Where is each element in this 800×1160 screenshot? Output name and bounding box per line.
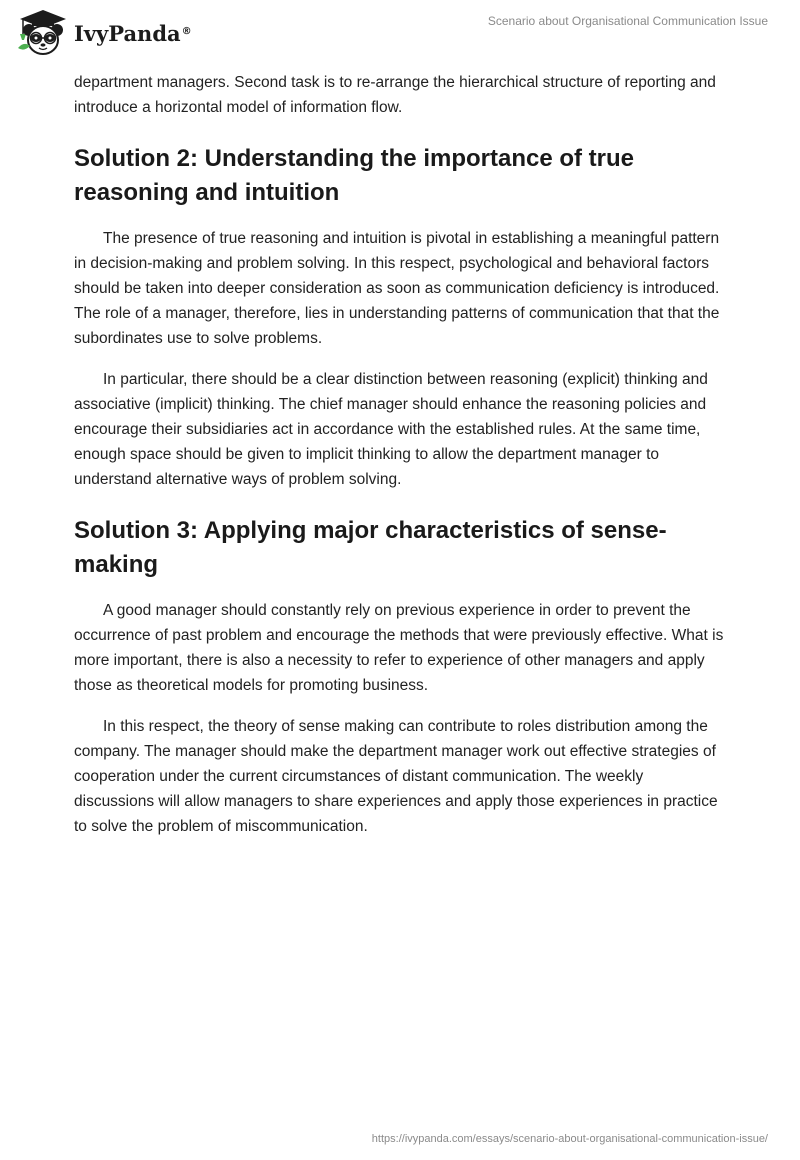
- registered-mark: ®: [181, 25, 192, 37]
- intro-paragraph: department managers. Second task is to re-arrange the hierarchical structure of reporting and introduce a horizontal model of information flow.: [74, 74, 716, 116]
- essay-content: [74, 70, 726, 855]
- page-header: [0, 0, 800, 64]
- solution-2-paragraph-1: The presence of true reasoning and intuition is pivotal in establishing a meaningful pattern in decision-making and problem solving. In this respect, psychological and behavioral factors should be taken into deeper consideration as soon as communication deficiency is introduced. The role of a manager, therefore, lies in understanding patterns of communication that that the subordinates use to solve problems.: [74, 230, 720, 347]
- solution-3-paragraph-1: A good manager should constantly rely on previous experience in order to prevent the occurrence of past problem and encourage the methods that were previously effective. What is more important, there is also a necessity to refer to experience of other managers and apply those as theoretical models for promoting business.: [74, 602, 724, 694]
- panda-graduate-icon: [14, 8, 72, 58]
- solution-2-paragraph-2: In particular, there should be a clear distinction between reasoning (explicit) thinking and associative (implicit) thinking. The chief manager should enhance the reasoning policies and encourage their subsidiaries act in accordance with the established rules. At the same time, enough space should be given to implicit thinking to allow the department manager to understand alternative ways of problem solving.: [74, 371, 708, 488]
- source-url[interactable]: https://ivypanda.com/essays/scenario-about-organisational-communication-issue/: [371, 1133, 768, 1145]
- solution-3-paragraph-2: In this respect, the theory of sense making can contribute to roles distribution among the company. The manager should make the department manager work out effective strategies of cooperation under the current circumstances of distant communication. The weekly discussions will allow managers to share experiences and apply those experiences in practice to solve the problem of miscommunication.: [74, 718, 718, 835]
- document-title: Scenario about Organisational Communication Issue: [487, 14, 768, 28]
- solution-3-heading: Solution 3: Applying major characteristics of sense-making: [74, 517, 667, 578]
- solution-2-heading: Solution 2: Understanding the importance of true reasoning and intuition: [74, 145, 635, 206]
- brand-name: IvyPanda: [74, 20, 181, 46]
- brand-logo[interactable]: [14, 8, 192, 58]
